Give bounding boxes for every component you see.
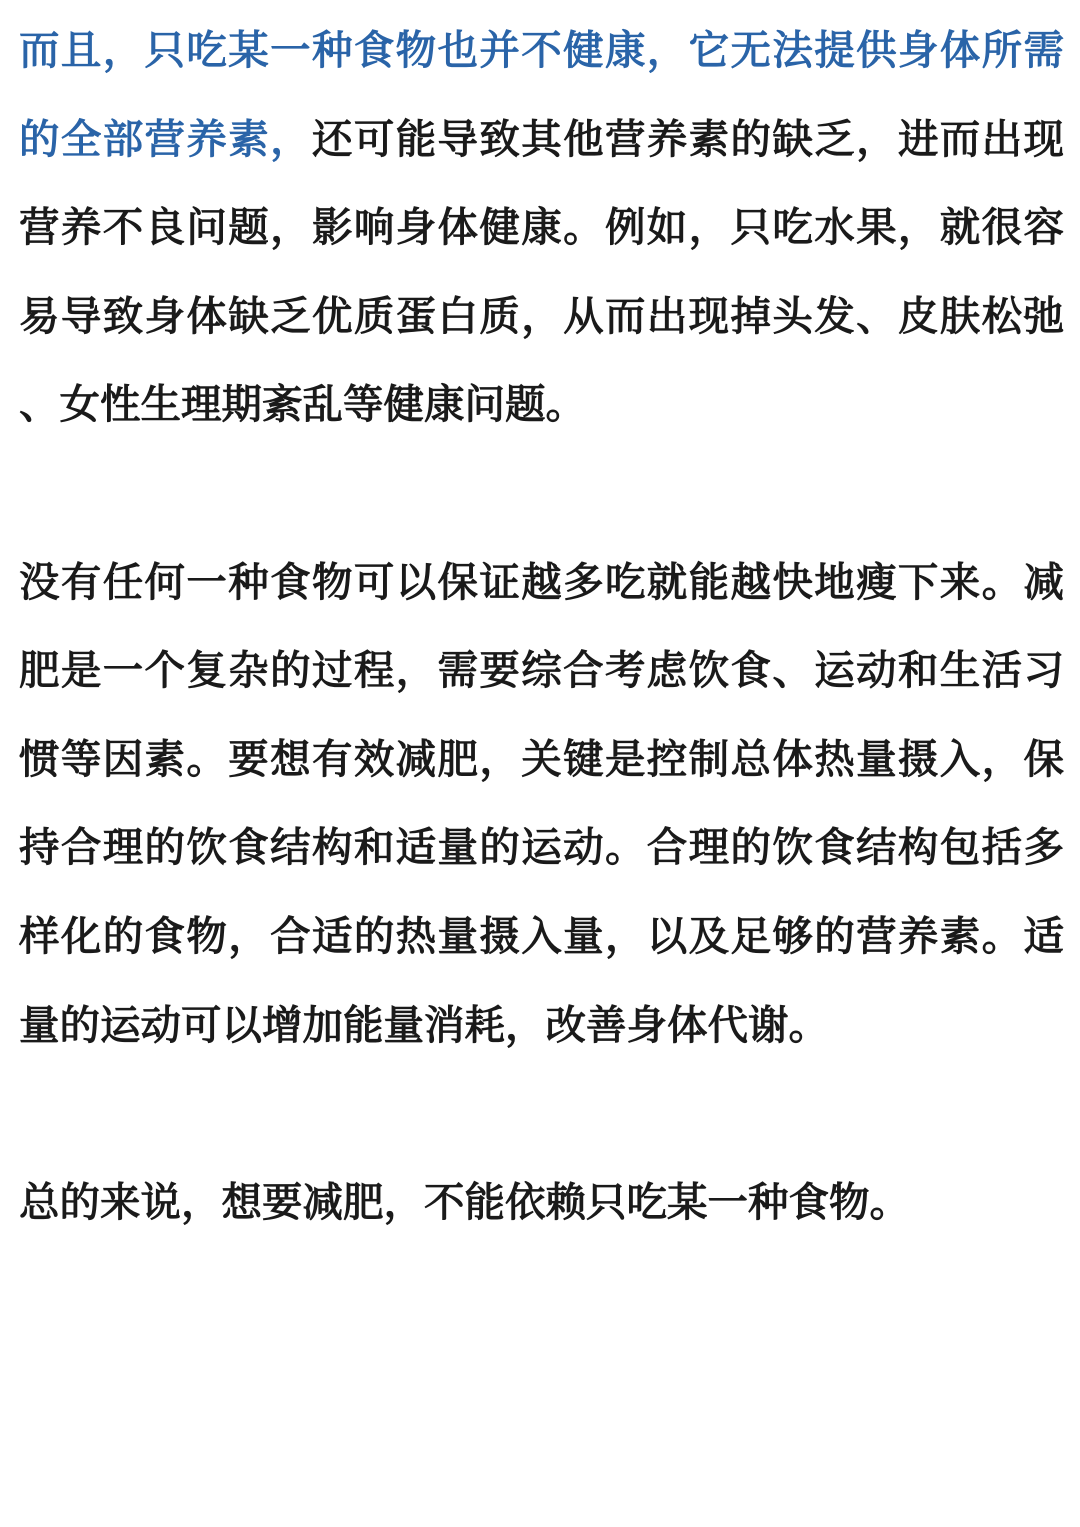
paragraph-1 bbox=[19, 6, 1064, 449]
paragraph-3: 总的来说，想要减肥，不能依赖只吃某一种食物。 bbox=[19, 1177, 910, 1226]
paragraph-2: 没有任何一种食物可以保证越多吃就能越快地瘦下来。减肥是一个复杂的过程，需要综合考虑饮食、运动和生活习惯等因素。要想有效减肥，关键是控制总体热量摄入，保持合理的饮食结构和适量的运动。合理的饮食结构包括多样化的食物，合适的热量摄入量，以及足够的营养素。适量的运动可以增加能量消耗，改善身体代谢。 bbox=[19, 557, 1064, 1049]
highlighted-text: 而且，只吃某一种食物也并不健康，它无法提供身体所需的全部营养素， bbox=[19, 26, 1064, 163]
paragraph-1-text: 还可能导致其他营养素的缺乏，进而出现营养不良问题，影响身体健康。例如，只吃水果，就很容易导致身体缺乏优质蛋白质，从而出现掉头发、皮肤松弛、女性生理期紊乱等健康问题。 bbox=[19, 114, 1065, 429]
article-body bbox=[19, 6, 1064, 1246]
